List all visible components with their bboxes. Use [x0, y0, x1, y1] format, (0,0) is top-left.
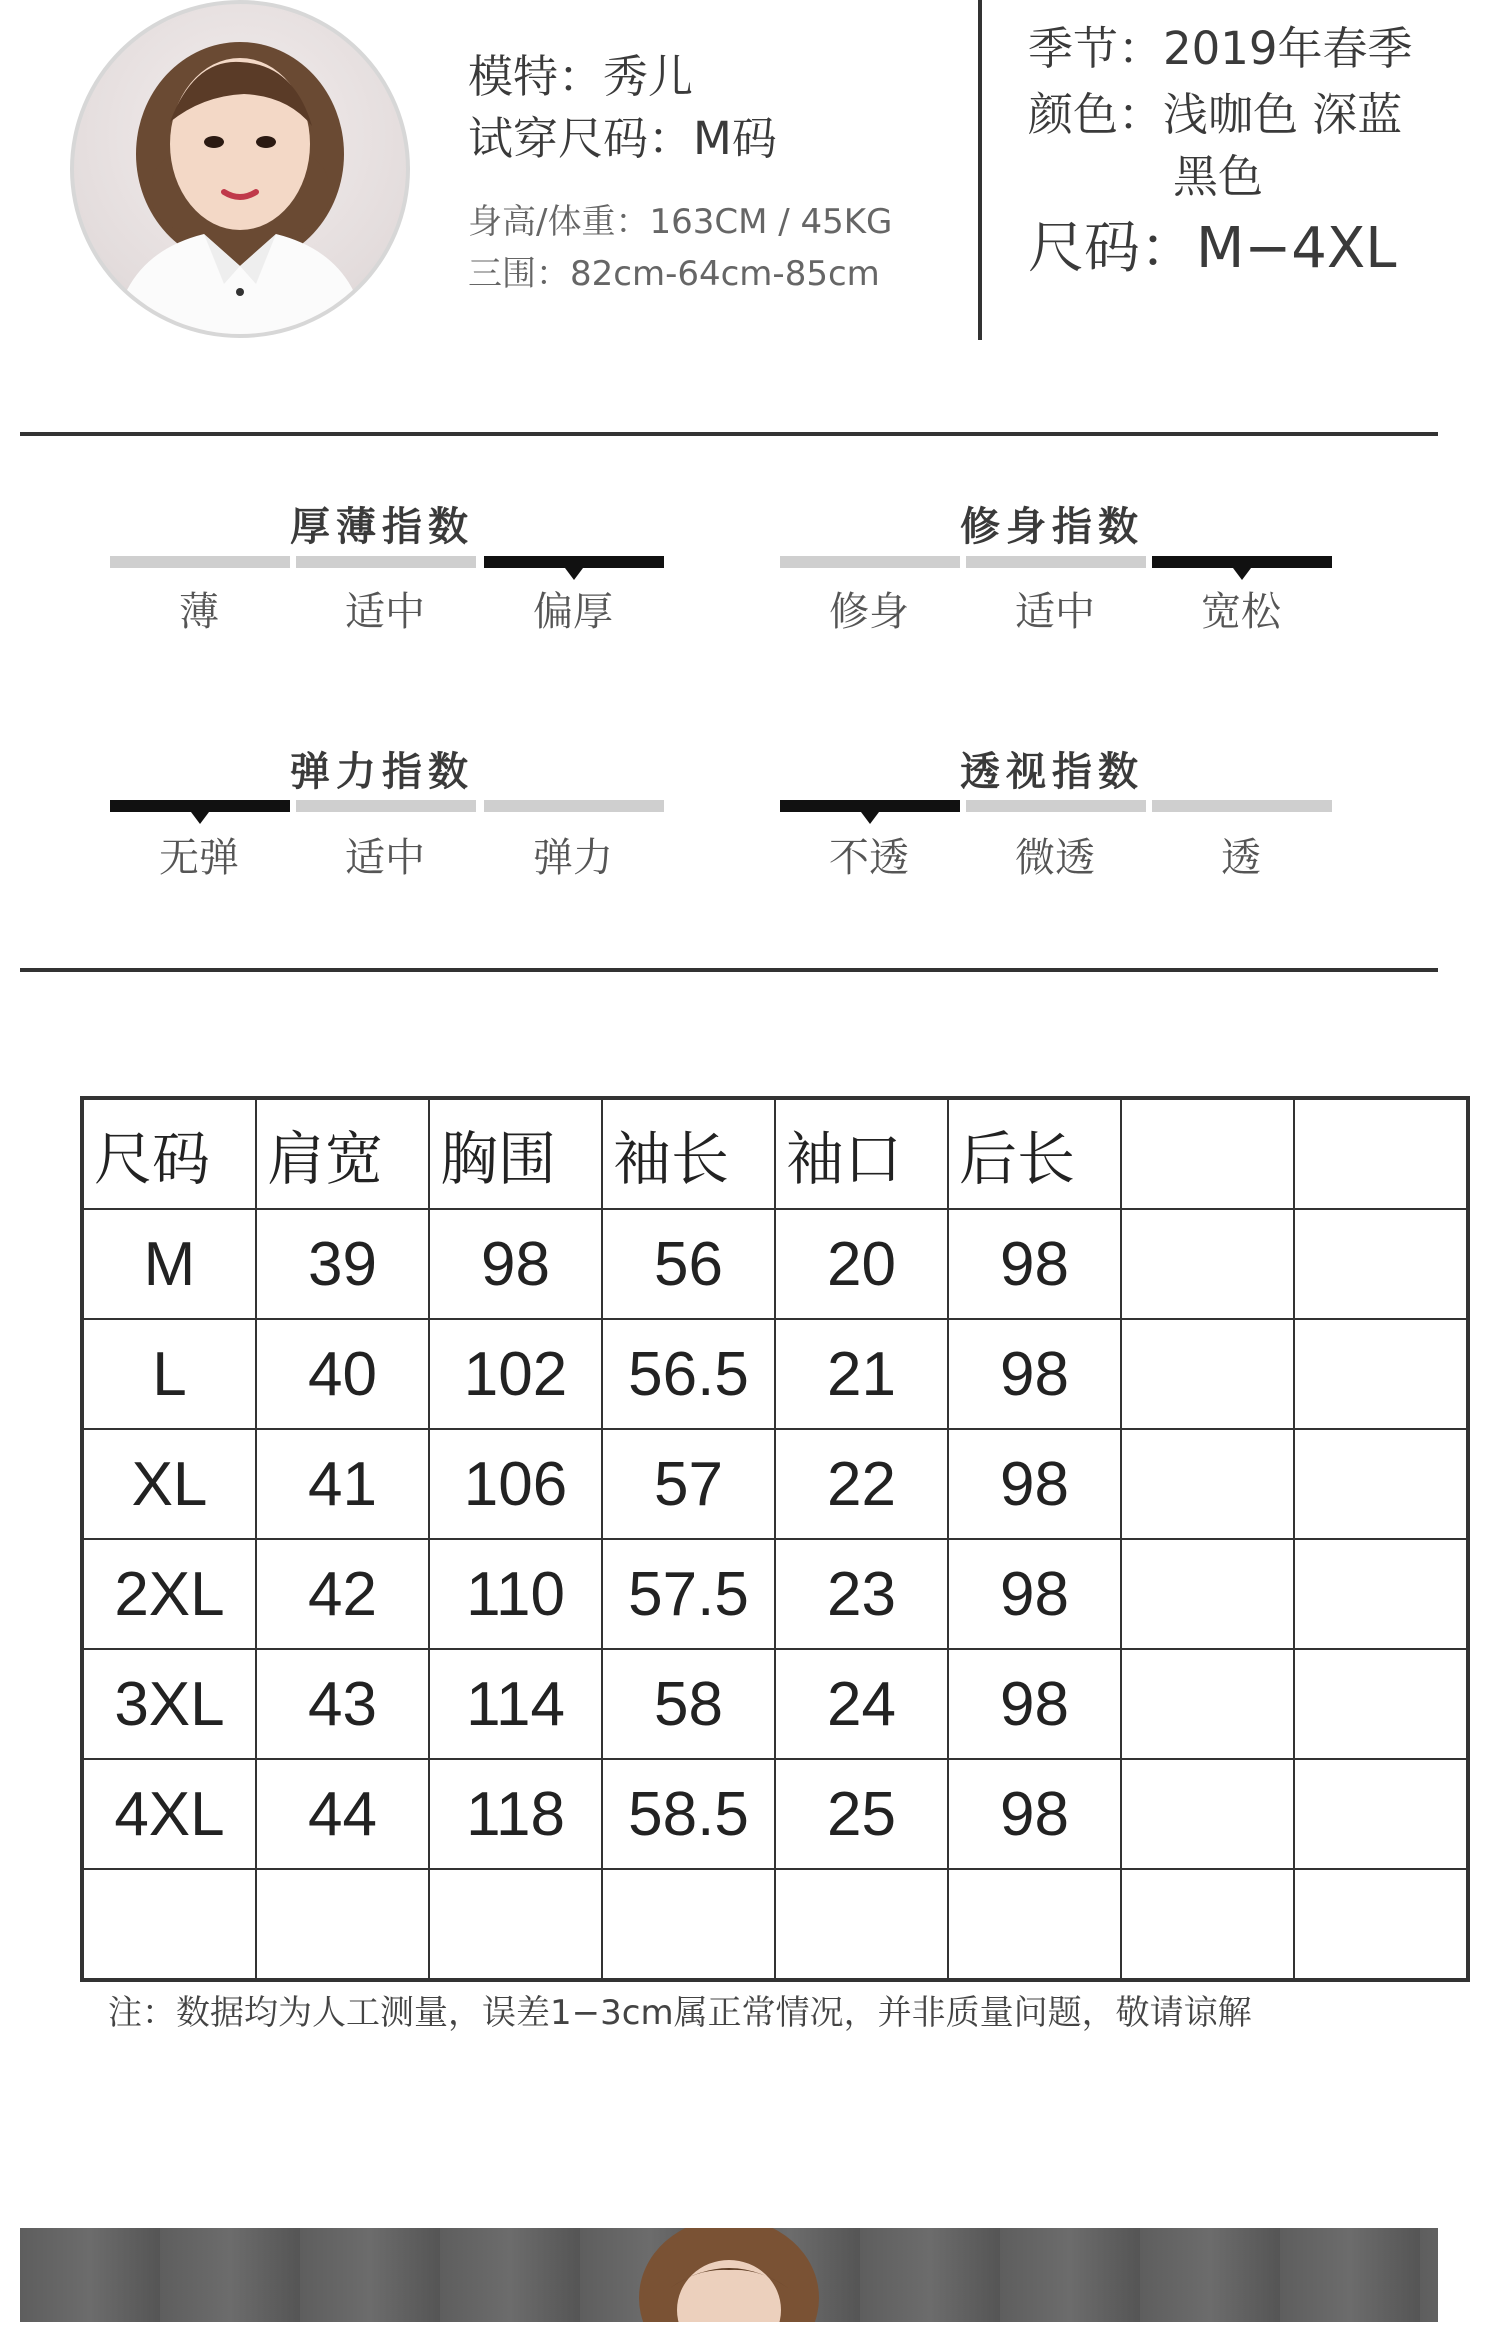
- table-cell: 98: [948, 1539, 1121, 1649]
- table-header-cell: 肩宽: [256, 1098, 429, 1209]
- model-portrait-image: [74, 4, 406, 334]
- table-cell: M: [82, 1209, 256, 1319]
- table-cell: 110: [429, 1539, 602, 1649]
- table-cell: 98: [948, 1759, 1121, 1869]
- table-cell: [1294, 1869, 1468, 1980]
- index-level-label: 宽松: [1201, 589, 1281, 635]
- index-segment-opaque: [780, 800, 960, 812]
- table-cell: 58: [602, 1649, 775, 1759]
- index-pointer-icon: [1233, 568, 1251, 580]
- table-cell: [1121, 1759, 1294, 1869]
- table-cell: 118: [429, 1759, 602, 1869]
- table-header-cell: [1121, 1098, 1294, 1209]
- table-header-cell: 后长: [948, 1098, 1121, 1209]
- index-pointer-icon: [191, 812, 209, 824]
- table-cell: 56.5: [602, 1319, 775, 1429]
- table-header-cell: 胸围: [429, 1098, 602, 1209]
- model-name: 模特：秀儿: [468, 50, 694, 103]
- spec-size-range: 尺码：M−4XL: [1028, 216, 1397, 281]
- table-cell: [1294, 1649, 1468, 1759]
- table-cell: 40: [256, 1319, 429, 1429]
- table-cell: 57: [602, 1429, 775, 1539]
- table-row: [82, 1209, 1468, 1319]
- table-cell: 24: [775, 1649, 948, 1759]
- table-cell: 98: [948, 1209, 1121, 1319]
- table-cell: [948, 1869, 1121, 1980]
- index-title: 弹力指数: [290, 749, 474, 795]
- table-cell: 98: [948, 1649, 1121, 1759]
- section-divider-top: [20, 432, 1438, 436]
- spec-colors: 颜色：浅咖色 深蓝: [1028, 88, 1403, 141]
- index-segment-slim: [780, 556, 960, 568]
- table-cell: 44: [256, 1759, 429, 1869]
- table-cell: 56: [602, 1209, 775, 1319]
- index-level-label: 适中: [345, 589, 425, 635]
- table-header-row: [82, 1098, 1468, 1209]
- table-cell: 39: [256, 1209, 429, 1319]
- index-level-label: 偏厚: [533, 589, 613, 635]
- index-pointer-icon: [565, 568, 583, 580]
- table-cell: 57.5: [602, 1539, 775, 1649]
- index-pointer-icon: [861, 812, 879, 824]
- table-header-cell: 尺码: [82, 1098, 256, 1209]
- table-cell: [1121, 1209, 1294, 1319]
- table-row: [82, 1539, 1468, 1649]
- product-photo: [20, 2228, 1438, 2322]
- model-avatar: [70, 0, 410, 338]
- spec-season: 季节：2019年春季: [1028, 22, 1413, 75]
- table-cell: 20: [775, 1209, 948, 1319]
- index-segment-medium: [966, 556, 1146, 568]
- table-cell: L: [82, 1319, 256, 1429]
- table-cell: [1121, 1869, 1294, 1980]
- index-segment-slight: [966, 800, 1146, 812]
- measurement-note: 注：数据均为人工测量，误差1−3cm属正常情况，并非质量问题，敬请谅解: [108, 1993, 1252, 2033]
- index-title: 透视指数: [960, 749, 1144, 795]
- table-cell: [256, 1869, 429, 1980]
- model-trial-size: 试穿尺码：M码: [468, 112, 777, 165]
- table-row: [82, 1319, 1468, 1429]
- table-cell: [1121, 1319, 1294, 1429]
- table-cell: XL: [82, 1429, 256, 1539]
- table-cell: 58.5: [602, 1759, 775, 1869]
- table-cell: [82, 1869, 256, 1980]
- index-segment-thick: [484, 556, 664, 568]
- header-divider: [978, 0, 982, 340]
- index-level-label: 薄: [179, 589, 219, 635]
- table-row: [82, 1429, 1468, 1539]
- index-title: 厚薄指数: [290, 504, 474, 550]
- table-cell: [602, 1869, 775, 1980]
- table-cell: [1294, 1759, 1468, 1869]
- model-measurements: 三围：82cm-64cm-85cm: [468, 254, 880, 294]
- size-table: [80, 1096, 1470, 1982]
- index-level-label: 不透: [829, 835, 909, 881]
- index-level-label: 弹力: [533, 835, 613, 881]
- table-cell: [1294, 1319, 1468, 1429]
- table-cell: 98: [948, 1319, 1121, 1429]
- index-level-label: 无弹: [159, 835, 239, 881]
- model-height-weight: 身高/体重：163CM / 45KG: [468, 202, 893, 242]
- table-cell: [1121, 1429, 1294, 1539]
- table-cell: 42: [256, 1539, 429, 1649]
- table-row: [82, 1649, 1468, 1759]
- index-segment-medium: [296, 556, 476, 568]
- table-cell: 98: [429, 1209, 602, 1319]
- table-cell: 43: [256, 1649, 429, 1759]
- table-cell: 4XL: [82, 1759, 256, 1869]
- table-cell: [1294, 1429, 1468, 1539]
- product-photo-image: [20, 2228, 1438, 2322]
- table-cell: 2XL: [82, 1539, 256, 1649]
- index-segment-elastic: [484, 800, 664, 812]
- table-cell: 22: [775, 1429, 948, 1539]
- table-cell: [775, 1869, 948, 1980]
- table-cell: [1121, 1649, 1294, 1759]
- table-header-cell: 袖口: [775, 1098, 948, 1209]
- index-segment-none: [110, 800, 290, 812]
- index-segment-sheer: [1152, 800, 1332, 812]
- index-title: 修身指数: [960, 504, 1144, 550]
- table-cell: [1121, 1539, 1294, 1649]
- index-segment-medium: [296, 800, 476, 812]
- table-cell: [1294, 1209, 1468, 1319]
- table-cell: [429, 1869, 602, 1980]
- section-divider-bottom: [20, 968, 1438, 972]
- table-cell: [1294, 1539, 1468, 1649]
- table-cell: 102: [429, 1319, 602, 1429]
- index-level-label: 适中: [1015, 589, 1095, 635]
- table-cell: 106: [429, 1429, 602, 1539]
- table-cell: 23: [775, 1539, 948, 1649]
- table-row: [82, 1869, 1468, 1980]
- table-cell: 25: [775, 1759, 948, 1869]
- index-level-label: 修身: [829, 589, 909, 635]
- index-level-label: 透: [1221, 835, 1261, 881]
- table-row: [82, 1759, 1468, 1869]
- table-cell: 41: [256, 1429, 429, 1539]
- table-cell: 3XL: [82, 1649, 256, 1759]
- table-cell: 21: [775, 1319, 948, 1429]
- table-header-cell: [1294, 1098, 1468, 1209]
- table-header-cell: 袖长: [602, 1098, 775, 1209]
- index-segment-loose: [1152, 556, 1332, 568]
- table-cell: 98: [948, 1429, 1121, 1539]
- table-cell: 114: [429, 1649, 602, 1759]
- spec-colors-continued: 黑色: [1173, 150, 1264, 203]
- index-segment-thin: [110, 556, 290, 568]
- index-level-label: 微透: [1015, 835, 1095, 881]
- index-level-label: 适中: [345, 835, 425, 881]
